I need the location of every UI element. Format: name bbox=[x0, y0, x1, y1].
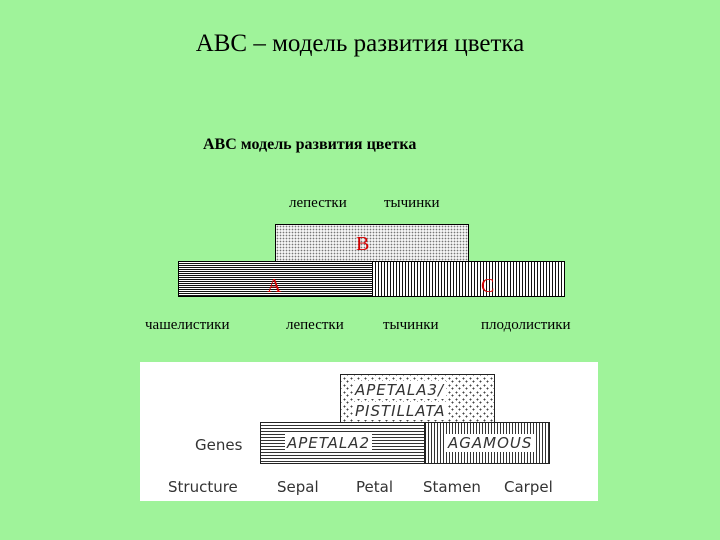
top-label-stamens: тычинки bbox=[384, 195, 440, 211]
structure-stamen: Stamen bbox=[423, 478, 481, 496]
apetala3-box bbox=[340, 374, 495, 424]
agamous-label: AGAMOUS bbox=[448, 434, 533, 452]
bottom-label-carpels: плодолистики bbox=[481, 317, 571, 333]
gene-b-box bbox=[275, 224, 469, 263]
agamous-box bbox=[425, 422, 550, 464]
structure-petal: Petal bbox=[356, 478, 393, 496]
english-panel bbox=[140, 362, 598, 501]
bottom-label-petals: лепестки bbox=[286, 317, 344, 333]
bottom-label-sepals: чашелистики bbox=[145, 317, 230, 333]
pistillata-label: PISTILLATA bbox=[355, 402, 446, 420]
gene-b-label: B bbox=[356, 233, 370, 255]
apetala2-label: APETALA2 bbox=[287, 434, 370, 452]
gene-a-label: A bbox=[267, 275, 282, 297]
gene-c-label: C bbox=[481, 275, 495, 297]
apetala2-box bbox=[260, 422, 425, 464]
top-label-petals: лепестки bbox=[289, 195, 347, 211]
gene-c-box bbox=[372, 261, 565, 297]
diagram-title: АВС модель развития цветка bbox=[203, 136, 417, 153]
structure-sepal: Sepal bbox=[277, 478, 319, 496]
apetala3-label: APETALA3/ bbox=[355, 381, 445, 399]
slide-title: АВС – модель развития цветка bbox=[195, 30, 525, 57]
structure-carpel: Carpel bbox=[504, 478, 553, 496]
bottom-label-stamens: тычинки bbox=[383, 317, 439, 333]
genes-label: Genes bbox=[195, 436, 243, 454]
structure-label: Structure bbox=[168, 478, 238, 496]
